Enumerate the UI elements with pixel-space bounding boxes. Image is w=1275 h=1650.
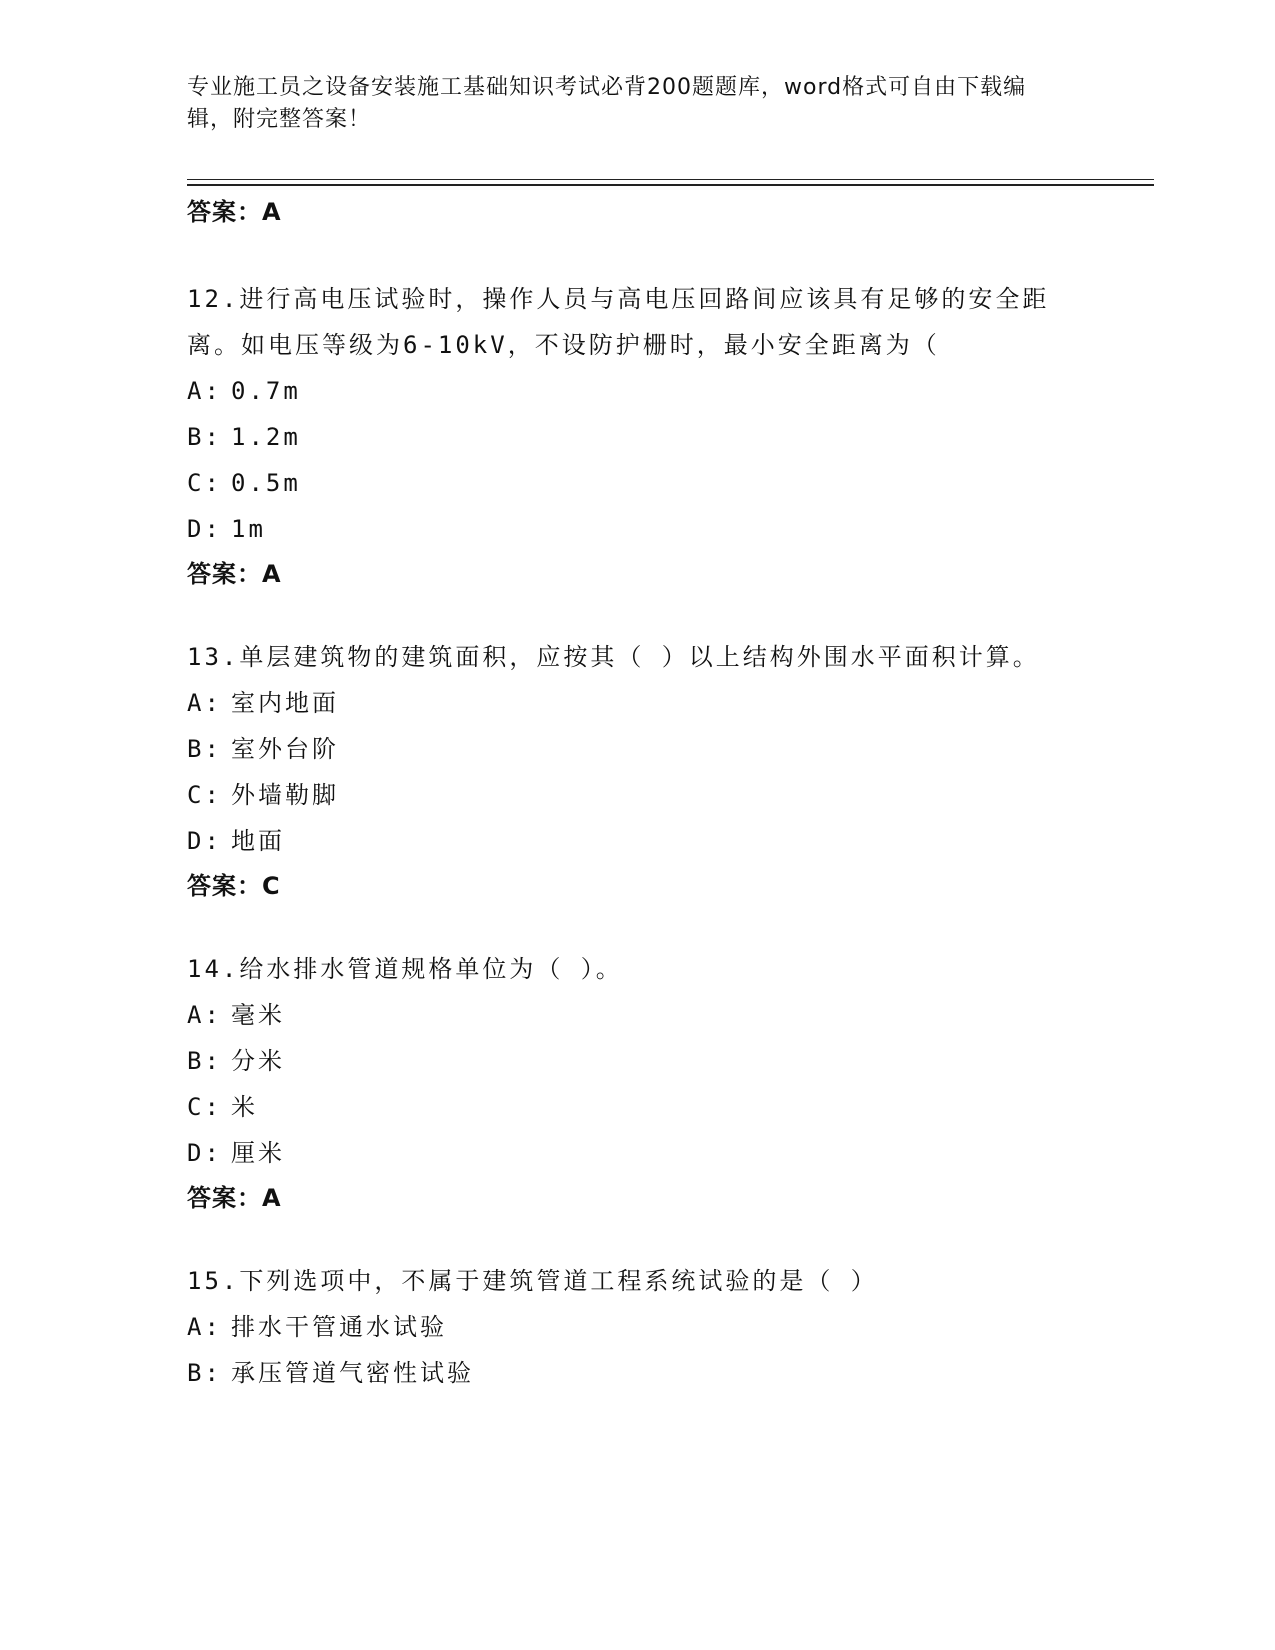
option-text: 0.7m [231,377,301,405]
option-a [187,368,1087,414]
option-letter: B: [187,423,222,451]
option-d [187,1130,1087,1176]
option-a [187,992,1087,1038]
option-text: 外墙勒脚 [231,781,339,809]
document-header: 专业施工员之设备安装施工基础知识考试必背200题题库，word格式可自由下载编辑，附完整答案！ [187,75,1027,132]
option-text: 厘米 [231,1139,285,1167]
option-text: 毫米 [231,1001,285,1029]
answer: 答案：A [187,1184,282,1212]
option-b [187,414,1087,460]
option-text: 1.2m [231,423,301,451]
question-stem: 14.给水排水管道规格单位为（ ）。 [187,955,623,983]
option-letter: C: [187,469,222,497]
option-text: 0.5m [231,469,301,497]
question-stem: 12.进行高电压试验时，操作人员与高电压回路间应该具有足够的安全距离。如电压等级为6-10kV，不设防护栅时，最小安全距离为（ [187,285,1050,359]
option-text: 米 [231,1093,258,1121]
option-text: 1m [231,515,266,543]
option-letter: A: [187,1313,222,1341]
header-divider-thick [187,184,1154,186]
option-letter: A: [187,377,222,405]
question-12 [187,276,1087,596]
question-13 [187,634,1087,908]
option-c [187,1084,1087,1130]
question-stem: 15.下列选项中，不属于建筑管道工程系统试验的是（ ） [187,1267,878,1295]
option-d [187,506,1087,552]
option-letter: A: [187,1001,222,1029]
option-letter: A: [187,689,222,717]
previous-answer: 答案：A [187,198,282,226]
option-text: 承压管道气密性试验 [231,1359,474,1387]
option-a [187,680,1087,726]
option-c [187,772,1087,818]
option-letter: B: [187,735,222,763]
option-d [187,818,1087,864]
option-b [187,726,1087,772]
option-c [187,460,1087,506]
option-letter: D: [187,515,222,543]
question-stem: 13.单层建筑物的建筑面积，应按其（ ）以上结构外围水平面积计算。 [187,643,1040,671]
option-b [187,1350,1087,1396]
option-text: 分米 [231,1047,285,1075]
option-letter: D: [187,1139,222,1167]
answer: 答案：C [187,872,281,900]
option-text: 室外台阶 [231,735,339,763]
option-text: 排水干管通水试验 [231,1313,447,1341]
header-divider-thin [187,179,1154,180]
option-letter: B: [187,1359,222,1387]
option-text: 室内地面 [231,689,339,717]
option-text: 地面 [231,827,285,855]
option-letter: B: [187,1047,222,1075]
option-letter: C: [187,781,222,809]
question-list [187,190,1087,1396]
question-14 [187,946,1087,1220]
option-b [187,1038,1087,1084]
option-letter: D: [187,827,222,855]
answer: 答案：A [187,560,282,588]
question-15 [187,1258,1087,1396]
option-a [187,1304,1087,1350]
option-letter: C: [187,1093,222,1121]
